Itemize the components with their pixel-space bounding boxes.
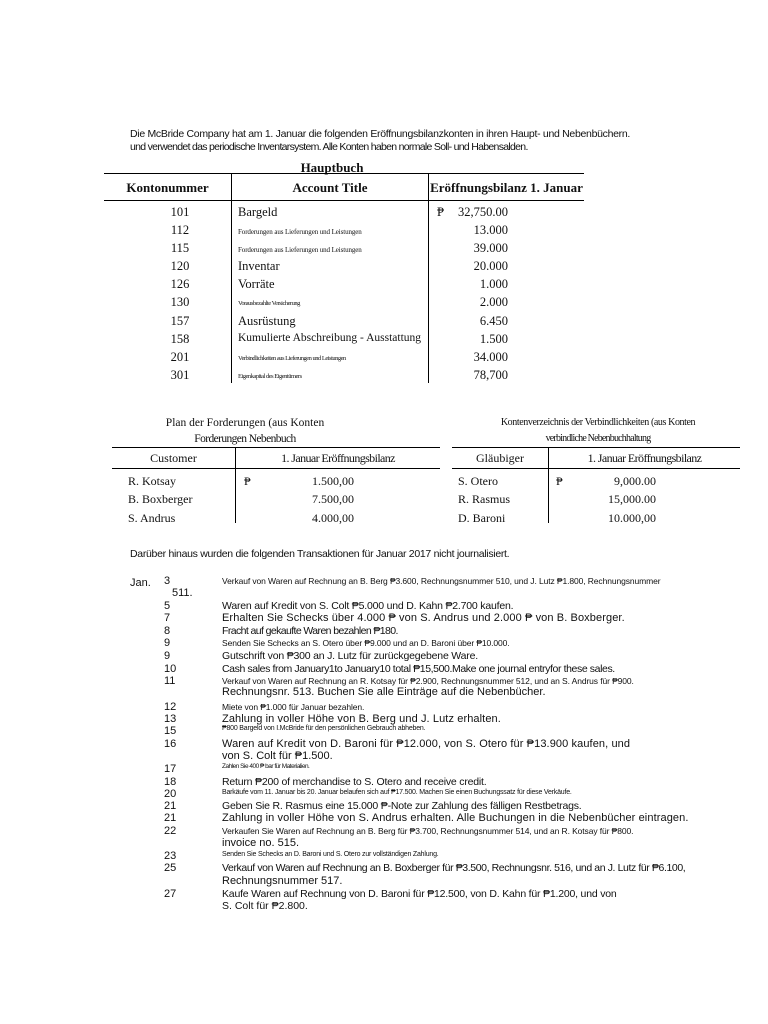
transaction-text: Verkauf von Waren auf Rechnung an B. Boxberger für ₱3.500, Rechnungsnr. 516, und an J. Lutz für ₱6.100, (222, 862, 686, 874)
transaction-day: 18 (164, 776, 177, 788)
receivables-customer-name: S. Andrus (128, 511, 176, 525)
account-title: Inventar (238, 259, 280, 273)
receivables-customer-name: B. Boxberger (128, 492, 193, 506)
account-number: 101 (170, 205, 190, 219)
payables-header-creditor: Gläubiger (476, 451, 524, 465)
transaction-text: Verkaufen Sie Waren auf Rechnung an B. Berg für ₱3.700, Rechnungsnummer 514, und an R. Kotsay für ₱800. (222, 826, 634, 836)
transaction-text: Fracht auf gekaufte Waren bezahlen ₱180. (222, 625, 398, 637)
receivables-caption-line-2: Forderungen Nebenbuch (194, 433, 296, 445)
currency-symbol: ₱ (244, 474, 251, 488)
transaction-day: 13 (164, 713, 177, 725)
transaction-day: 17 (164, 763, 177, 775)
account-title: Kumulierte Abschreibung - Ausstattung (238, 332, 422, 344)
hauptbuch-body-divider-2 (428, 200, 429, 383)
receivables-header-customer: Customer (150, 451, 197, 465)
transaction-day: 11 (164, 675, 176, 687)
account-balance: 13.000 (473, 223, 508, 237)
account-number: 301 (170, 368, 190, 382)
transaction-text-continued: Rechnungsnr. 513. Buchen Sie alle Einträge auf die Nebenbücher. (222, 686, 546, 698)
transaction-text-continued: Rechnungsnummer 517. (222, 875, 343, 887)
transaction-text-continued: von S. Colt für ₱1.500. (222, 750, 333, 762)
transaction-text: Verkauf von Waren auf Rechnung an R. Kotsay für ₱2.900, Rechnungsnummer 512, und an S. Andrus für ₱900. (222, 676, 634, 686)
transaction-day: 10 (164, 663, 177, 675)
account-balance: 1.500 (479, 332, 508, 346)
transaction-day: 27 (164, 888, 177, 900)
account-title: Bargeld (238, 205, 278, 219)
hauptbuch-row (130, 332, 570, 350)
transaction-day: 7 (164, 612, 171, 624)
payables-header-rule (452, 468, 740, 469)
intro-line-1: Die McBride Company hat am 1. Januar die folgenden Eröffnungsbilanzkonten in ihren Haupt- und Nebenbüchern. (130, 128, 631, 140)
transaction-day: 3 (164, 575, 171, 587)
transaction-day: 25 (164, 862, 177, 874)
hauptbuch-row (130, 368, 570, 386)
account-title: Forderungen aus Lieferungen und Leistungen (238, 228, 362, 236)
hauptbuch-header-rule (104, 200, 584, 201)
account-title: Vorausbezahlte Versicherung (238, 300, 300, 307)
hauptbuch-row (130, 223, 570, 241)
account-balance: 34.000 (473, 350, 508, 364)
transaction-day: 9 (164, 637, 171, 649)
transaction-text: Zahlen Sie 400 ₱ bar für Materialien. (222, 763, 310, 770)
receivables-caption-line-1: Plan der Forderungen (aus Konten (165, 417, 325, 429)
payables-creditor-name: D. Baroni (458, 511, 506, 525)
transaction-day: 21 (164, 812, 177, 824)
hauptbuch-row (130, 295, 570, 313)
transaction-text: Gutschrift von ₱300 an J. Lutz für zurückgegebene Ware. (222, 650, 478, 662)
transaction-text: Verkauf von Waren auf Rechnung an B. Berg ₱3.600, Rechnungsnummer 510, und J. Lutz ₱1.800, Rechnungsnummer (222, 576, 661, 586)
transaction-text: ₱800 Bargeld von I.McBride für den persönlichen Gebrauch abheben. (222, 725, 426, 732)
payables-header-balance: 1. Januar Eröffnungsbilanz (587, 451, 702, 465)
account-title: Forderungen aus Lieferungen und Leistungen (238, 246, 362, 254)
transaction-text: Miete von ₱1.000 für Januar bezahlen. (222, 702, 365, 712)
transaction-text: Erhalten Sie Schecks über 4.000 ₱ von S. Andrus und 2.000 ₱ von B. Boxberger. (222, 612, 625, 624)
account-balance: 1.000 (479, 277, 508, 291)
hauptbuch-header-kontonummer: Kontonummer (126, 180, 209, 195)
intro-line-2: und verwendet das periodische Inventarsystem. Alle Konten haben normale Soll- und Habensalden. (130, 141, 528, 153)
receivables-header-rule (112, 468, 440, 469)
hauptbuch-row (130, 205, 570, 223)
transaction-text-continued: 511. (172, 587, 193, 599)
transaction-day: 22 (164, 825, 177, 837)
transaction-day: 9 (164, 650, 171, 662)
transaction-day: 16 (164, 738, 177, 750)
payables-creditor-name: R. Rasmus (458, 492, 511, 506)
account-number: 130 (170, 295, 190, 309)
transaction-text: Zahlung in voller Höhe von B. Berg und J. Lutz erhalten. (222, 713, 501, 725)
receivables-caption (128, 415, 362, 447)
account-number: 201 (170, 350, 190, 364)
transaction-day: 12 (164, 701, 177, 713)
account-title: Verbindlichkeiten aus Lieferungen und Leistungen (238, 355, 346, 362)
hauptbuch-header-eroeffnungsbilanz: Eröffnungsbilanz 1. Januar (430, 180, 583, 195)
payables-caption-line-2: verbindliche Nebenbuchhaltung (545, 433, 651, 444)
receivables-top-rule (112, 447, 440, 448)
currency-symbol: ₱ (556, 474, 563, 488)
receivables-header-balance: 1. Januar Eröffnungsbilanz (281, 451, 395, 465)
hauptbuch-row (130, 241, 570, 259)
transaction-text: Return ₱200 of merchandise to S. Otero and receive credit. (222, 776, 487, 788)
hauptbuch-row (130, 350, 570, 368)
payables-caption (452, 415, 744, 447)
payables-creditor-balance: 9,000.00 (614, 474, 656, 488)
receivables-customer-balance: 4.000,00 (312, 511, 354, 525)
receivables-customer-balance: 7.500,00 (312, 492, 354, 506)
payables-creditor-balance: 15,000.00 (608, 492, 656, 506)
account-balance: 39.000 (473, 241, 508, 255)
receivables-customer-balance: 1.500,00 (312, 474, 354, 488)
hauptbuch-row (130, 314, 570, 332)
intro-paragraph (130, 128, 690, 154)
transaction-text: Senden Sie Schecks an S. Otero über ₱9.000 und an D. Baroni über ₱10.000. (222, 638, 510, 648)
hauptbuch-row (130, 277, 570, 295)
hauptbuch-header-account-title: Account Title (292, 180, 368, 195)
payables-caption-line-1: Kontenverzeichnis der Verbindlichkeiten (aus Konten (500, 417, 696, 428)
transaction-day: 20 (164, 788, 177, 800)
payables-top-rule (452, 447, 740, 448)
account-number: 112 (170, 223, 190, 237)
account-balance: 78,700 (473, 368, 508, 382)
transaction-text: Barkäufe vom 11. Januar bis 20. Januar belaufen sich auf ₱17.500. Machen Sie einen Buchungssatz für diese Verkäufe. (222, 789, 572, 796)
transaction-day: 21 (164, 800, 177, 812)
transactions-note: Darüber hinaus wurden die folgenden Transaktionen für Januar 2017 nicht journalisiert. (130, 548, 510, 560)
account-balance: 6.450 (479, 314, 508, 328)
transaction-day: 5 (164, 600, 171, 612)
transactions-month: Jan. (130, 577, 151, 589)
hauptbuch-title: Hauptbuch (300, 160, 364, 175)
payables-creditor-name: S. Otero (458, 474, 498, 488)
transaction-day: 23 (164, 850, 177, 862)
transaction-text-continued: S. Colt für ₱2.800. (222, 900, 308, 912)
account-title: Eigenkapital des Eigentümers (238, 373, 302, 380)
hauptbuch-body-divider-1 (231, 200, 232, 383)
account-number: 115 (170, 241, 190, 255)
account-balance: 2.000 (479, 295, 508, 309)
transaction-day: 15 (164, 725, 177, 737)
transaction-text: Kaufe Waren auf Rechnung von D. Baroni für ₱12.500, von D. Kahn für ₱1.200, und von (222, 888, 617, 900)
transaction-text: Zahlung in voller Höhe von S. Andrus erhalten. Alle Buchungen in die Nebenbücher eintragen. (222, 812, 689, 824)
payables-creditor-balance: 10.000,00 (608, 511, 656, 525)
transaction-text: Cash sales from January1to January10 total ₱15,500.Make one journal entryfor these sales. (222, 663, 615, 675)
account-number: 157 (170, 314, 190, 328)
account-title: Vorräte (238, 277, 275, 291)
account-number: 120 (170, 259, 190, 273)
transaction-text: Waren auf Kredit von D. Baroni für ₱12.000, von S. Otero für ₱13.900 kaufen, und (222, 738, 631, 750)
account-title: Ausrüstung (238, 314, 296, 328)
account-number: 158 (170, 332, 190, 346)
account-balance: 20.000 (473, 259, 508, 273)
hauptbuch-top-rule (104, 173, 584, 174)
hauptbuch-row (130, 259, 570, 277)
transaction-text: Geben Sie R. Rasmus eine 15.000 ₱-Note zur Zahlung des fälligen Restbetrags. (222, 800, 582, 812)
transaction-text: Waren auf Kredit von S. Colt ₱5.000 und D. Kahn ₱2.700 kaufen. (222, 600, 514, 612)
currency-symbol: ₱ (437, 205, 444, 219)
account-balance: 32,750.00 (458, 205, 508, 219)
transaction-text-continued: invoice no. 515. (222, 837, 300, 849)
transaction-day: 8 (164, 625, 171, 637)
transaction-text: Senden Sie Schecks an D. Baroni und S. Otero zur vollständigen Zahlung. (222, 851, 439, 858)
account-number: 126 (170, 277, 190, 291)
receivables-customer-name: R. Kotsay (128, 474, 176, 488)
